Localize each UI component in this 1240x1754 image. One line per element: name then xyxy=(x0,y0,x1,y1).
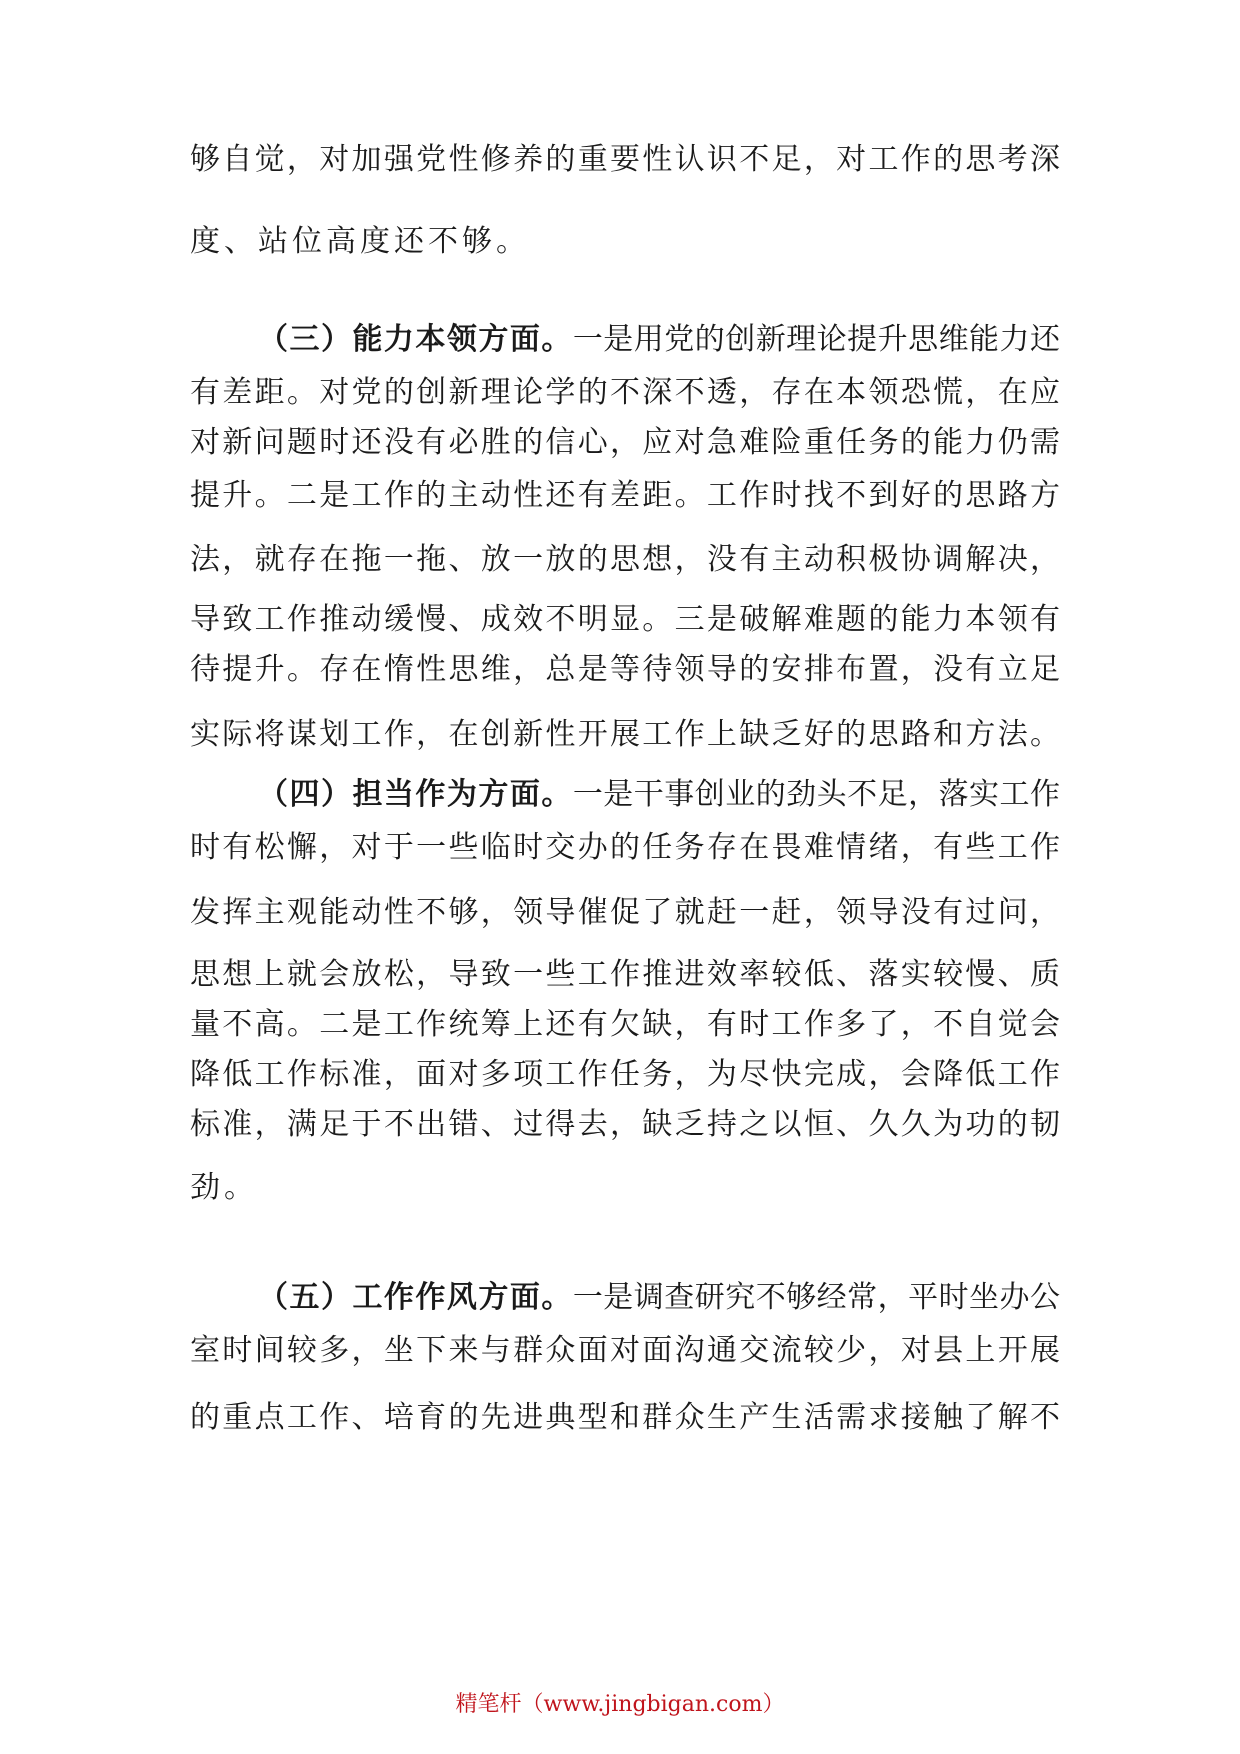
paragraph-line: 有差距。对党的创新理论学的不深不透，存在本领恐慌，在应 xyxy=(190,375,1060,410)
section-four-first-line-text: 一是干事创业的劲头不足，落实工作 xyxy=(572,777,1060,812)
paragraph-line: 劲。 xyxy=(190,1170,258,1205)
paragraph-line: 的重点工作、培育的先进典型和群众生产生活需求接触了解不 xyxy=(190,1400,1060,1435)
section-five-first-line xyxy=(258,1278,1060,1318)
paragraph-line: 提升。二是工作的主动性还有差距。工作时找不到好的思路方 xyxy=(190,478,1060,513)
paragraph-line: 实际将谋划工作，在创新性开展工作上缺乏好的思路和方法。 xyxy=(190,717,1060,752)
paragraph-line: 思想上就会放松，导致一些工作推进效率较低、落实较慢、质 xyxy=(190,957,1060,992)
paragraph-line: 时有松懈，对于一些临时交办的任务存在畏难情绪，有些工作 xyxy=(190,830,1060,865)
section-three-first-line-text: 一是用党的创新理论提升思维能力还 xyxy=(572,322,1060,357)
paragraph-line: 导致工作推动缓慢、成效不明显。三是破解难题的能力本领有 xyxy=(190,602,1060,637)
footer-source-link: 精笔杆（www.jingbigan.com） xyxy=(455,1692,785,1717)
paragraph-line: 标准，满足于不出错、过得去，缺乏持之以恒、久久为功的韧 xyxy=(190,1107,1060,1142)
section-three-first-line xyxy=(258,320,1060,360)
section-four-heading: （四）担当作为方面。 xyxy=(258,777,573,812)
paragraph-line: 降低工作标准，面对多项工作任务，为尽快完成，会降低工作 xyxy=(190,1057,1060,1092)
paragraph-line: 量不高。二是工作统筹上还有欠缺，有时工作多了，不自觉会 xyxy=(190,1007,1060,1042)
section-three-heading: （三）能力本领方面。 xyxy=(258,322,573,357)
section-five-heading: （五）工作作风方面。 xyxy=(258,1280,573,1315)
section-five-first-line-text: 一是调查研究不够经常，平时坐办公 xyxy=(572,1280,1060,1315)
paragraph-line: 对新问题时还没有必胜的信心，应对急难险重任务的能力仍需 xyxy=(190,425,1060,460)
paragraph-line: 法，就存在拖一拖、放一放的思想，没有主动积极协调解决， xyxy=(190,542,1060,577)
paragraph-line: 待提升。存在惰性思维，总是等待领导的安排布置，没有立足 xyxy=(190,652,1060,687)
paragraph-line: 室时间较多，坐下来与群众面对面沟通交流较少，对县上开展 xyxy=(190,1333,1060,1368)
paragraph-line: 够自觉，对加强党性修养的重要性认识不足，对工作的思考深 xyxy=(190,142,1060,177)
paragraph-line: 发挥主观能动性不够，领导催促了就赶一赶，领导没有过问， xyxy=(190,895,1060,930)
section-four-first-line xyxy=(258,775,1060,815)
paragraph-line: 度、站位高度还不够。 xyxy=(190,224,530,259)
